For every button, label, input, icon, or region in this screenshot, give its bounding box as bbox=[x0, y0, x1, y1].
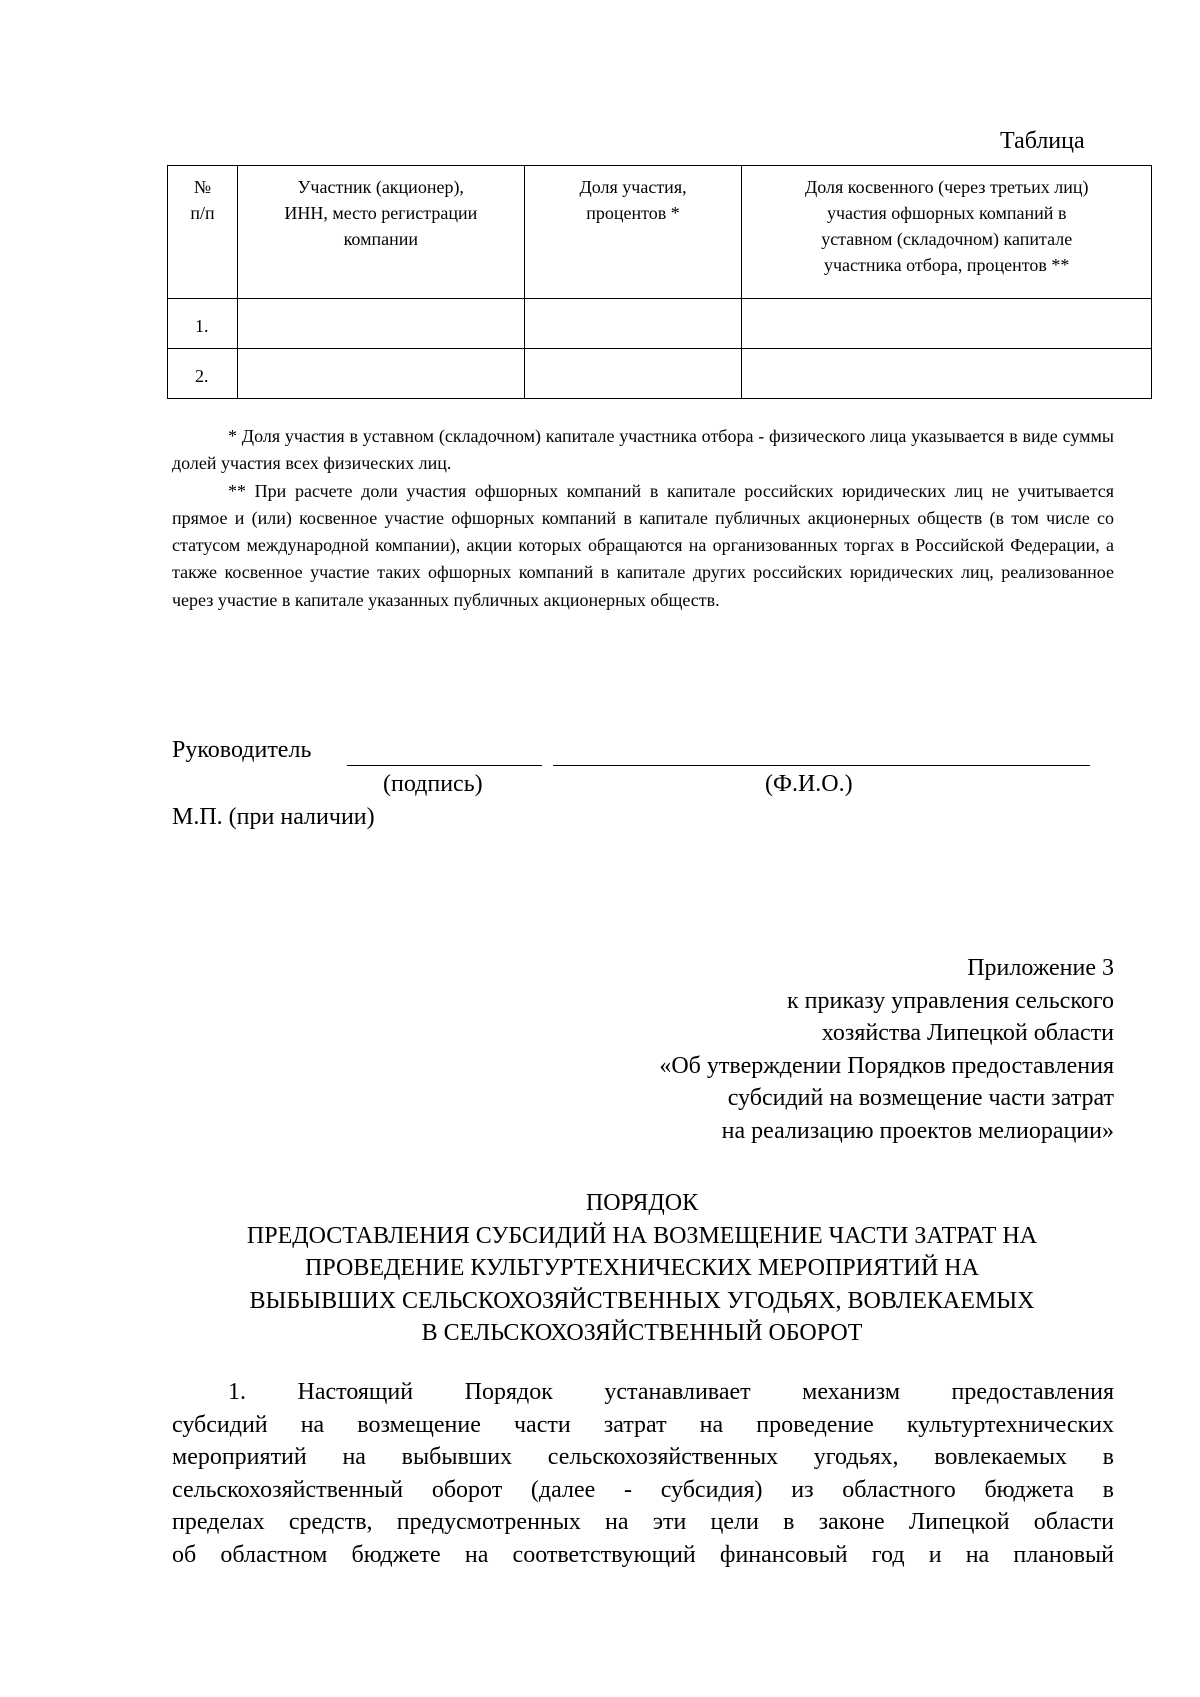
share-cell bbox=[524, 299, 742, 349]
appendix-line: «Об утверждении Порядков предоставления bbox=[659, 1052, 1114, 1079]
title-line: В СЕЛЬСКОХОЗЯЙСТВЕННЫЙ ОБОРОТ bbox=[421, 1320, 863, 1347]
footnotes bbox=[172, 423, 1114, 614]
row-number-cell: 1. bbox=[168, 299, 238, 349]
title-line: ВЫБЫВШИХ СЕЛЬСКОХОЗЯЙСТВЕННЫХ УГОДЬЯХ, ВОВЛЕКАЕМЫХ bbox=[249, 1287, 1035, 1314]
name-underline bbox=[553, 765, 1090, 766]
appendix-line: хозяйства Липецкой области bbox=[821, 1020, 1114, 1047]
row-number-cell: 2. bbox=[168, 349, 238, 399]
table-header-row bbox=[168, 166, 1152, 299]
signature-underline bbox=[347, 765, 542, 766]
table-row bbox=[168, 299, 1152, 349]
appendix-reference bbox=[414, 952, 1114, 1148]
stamp-label: М.П. (при наличии) bbox=[172, 804, 375, 830]
footnote-2: ** При расчете доли участия офшорных компаний в капитале российских юридических лиц не учитывается прямое и (или) косвенное участие офшорных компаний в капитале публичных акционерных обществ (в том числе со статусом международной компании), акции которых обращаются на организованных торгах в Российской Федерации, а также косвенное участие таких офшорных компаний в капитале других российских юридических лиц, реализованное через участие в капитале указанных публичных акционерных обществ. bbox=[172, 480, 1114, 610]
appendix-line: на реализацию проектов мелиорации» bbox=[721, 1117, 1114, 1144]
indirect-share-cell bbox=[742, 349, 1152, 399]
signature-caption: (подпись) bbox=[383, 771, 483, 797]
share-cell bbox=[524, 349, 742, 399]
document-title bbox=[172, 1187, 1112, 1350]
shareholders-table bbox=[167, 165, 1152, 399]
name-caption: (Ф.И.О.) bbox=[765, 771, 853, 797]
participant-cell bbox=[237, 299, 524, 349]
body-line: мероприятий на выбывших сельскохозяйственных угодьях, вовлекаемых в bbox=[172, 1444, 1114, 1471]
participant-cell bbox=[237, 349, 524, 399]
head-label: Руководитель bbox=[172, 737, 312, 763]
header-indirect-share: Доля косвенного (через третьих лиц) участия офшорных компаний в уставном (складочном) капитале участника отбора, процентов ** bbox=[742, 166, 1152, 299]
title-line: ПРОВЕДЕНИЕ КУЛЬТУРТЕХНИЧЕСКИХ МЕРОПРИЯТИЙ НА bbox=[305, 1255, 979, 1282]
header-share: Доля участия, процентов * bbox=[524, 166, 742, 299]
header-number: № п/п bbox=[168, 166, 238, 299]
footnote-1: * Доля участия в уставном (складочном) капитале участника отбора - физического лица указывается в виде суммы долей участия всех физических лиц. bbox=[172, 426, 1114, 474]
title-line: ПОРЯДОК bbox=[585, 1190, 699, 1216]
body-line: 1. Настоящий Порядок устанавливает механизм предоставления bbox=[228, 1379, 1114, 1405]
appendix-line: Приложение 3 bbox=[967, 955, 1114, 981]
table-caption: Таблица bbox=[1000, 128, 1085, 154]
appendix-line: субсидий на возмещение части затрат bbox=[727, 1085, 1114, 1112]
title-line: ПРЕДОСТАВЛЕНИЯ СУБСИДИЙ НА ВОЗМЕЩЕНИЕ ЧАСТИ ЗАТРАТ НА bbox=[246, 1222, 1038, 1249]
table-row bbox=[168, 349, 1152, 399]
body-line: пределах средств, предусмотренных на эти цели в законе Липецкой области bbox=[172, 1509, 1114, 1536]
header-participant: Участник (акционер), ИНН, место регистрации компании bbox=[237, 166, 524, 299]
appendix-line: к приказу управления сельского bbox=[787, 987, 1114, 1014]
body-line: сельскохозяйственный оборот (далее - субсидия) из областного бюджета в bbox=[172, 1476, 1114, 1503]
body-line: об областном бюджете на соответствующий финансовый год и на плановый bbox=[172, 1541, 1114, 1568]
body-paragraph bbox=[172, 1376, 1114, 1572]
body-line: субсидий на возмещение части затрат на проведение культуртехнических bbox=[172, 1411, 1114, 1438]
indirect-share-cell bbox=[742, 299, 1152, 349]
